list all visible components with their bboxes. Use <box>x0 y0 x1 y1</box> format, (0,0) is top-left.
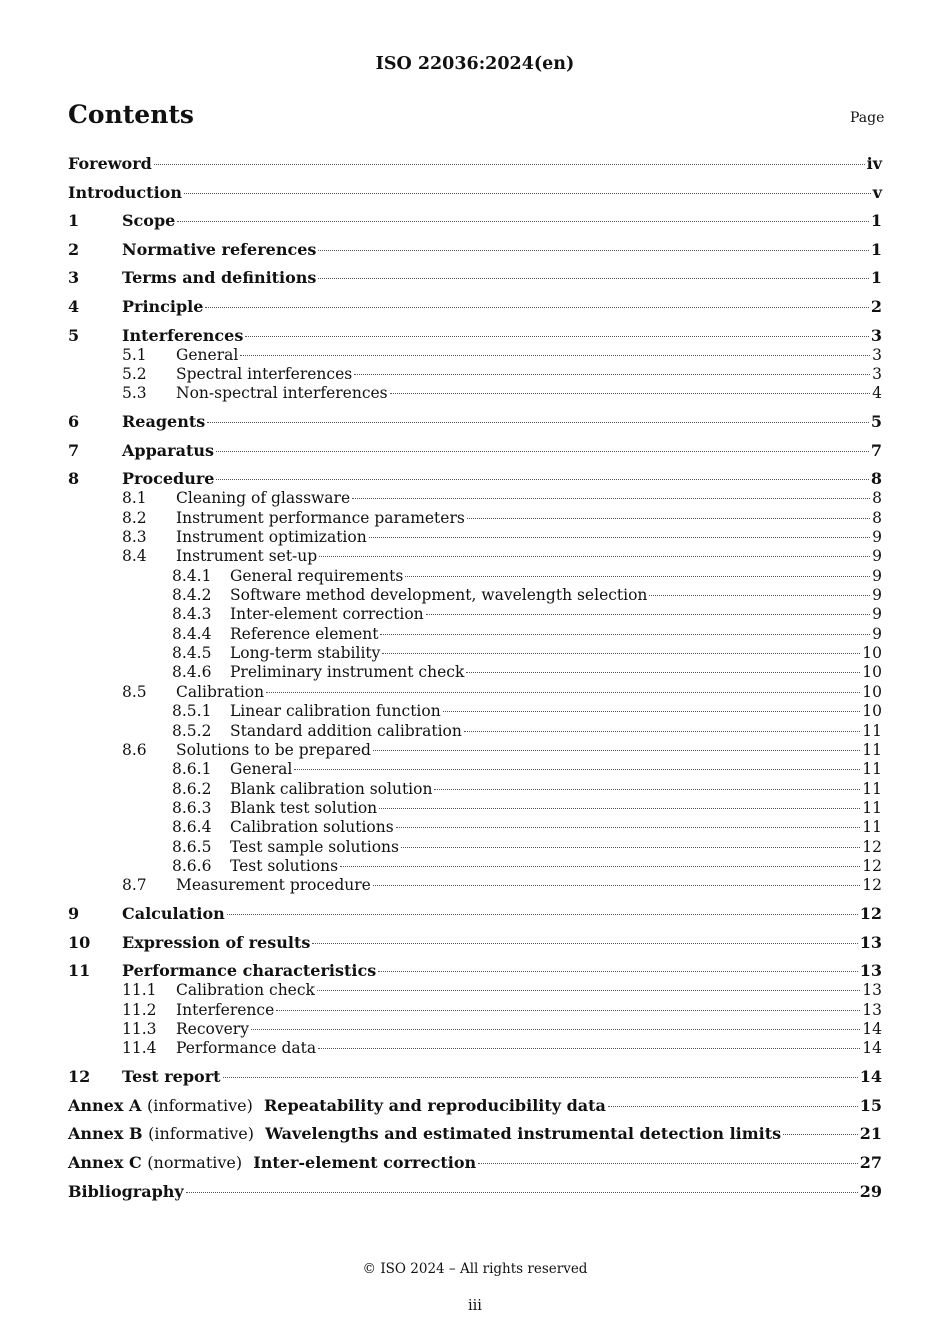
toc-entry-page: 9 <box>872 605 882 623</box>
toc-entry-title-line <box>230 662 882 682</box>
toc-entry-number: 5.3 <box>122 384 147 402</box>
dot-leader <box>378 971 858 972</box>
toc-entry-title: Calibration <box>176 683 265 701</box>
toc-entry-number: 8.5.1 <box>172 702 212 720</box>
toc-entry-page: 8 <box>870 469 882 488</box>
toc-entry-page: 10 <box>862 663 882 681</box>
toc-entry-number: 12 <box>68 1067 91 1086</box>
dot-leader <box>216 479 868 480</box>
toc-entry[interactable] <box>68 1038 882 1058</box>
dot-leader <box>312 943 857 944</box>
toc-entry-page: 9 <box>872 528 882 546</box>
toc-entry-title-line <box>176 508 882 528</box>
toc-entry-title-line <box>230 585 882 605</box>
dot-leader <box>318 250 868 251</box>
toc-entry-number: 8.4.4 <box>172 625 212 643</box>
toc-entry-title-line <box>230 701 882 721</box>
toc-entry-page: 11 <box>862 799 882 817</box>
toc-entry-title: Terms and definitions <box>122 268 317 287</box>
toc-entry-number: 11.3 <box>122 1020 157 1038</box>
toc-entry-page: 3 <box>870 326 882 345</box>
toc-entry-title: Recovery <box>176 1020 249 1038</box>
toc-entry[interactable] <box>68 682 882 702</box>
toc-entry-title-line <box>122 240 882 260</box>
dot-leader <box>390 393 870 394</box>
toc-entry-title-line <box>176 682 882 702</box>
toc-entry-title-line <box>176 546 882 566</box>
dot-leader <box>373 750 860 751</box>
toc-entry[interactable] <box>68 546 882 566</box>
dot-leader <box>380 634 870 635</box>
toc-entry-title: Performance characteristics <box>122 961 377 980</box>
toc-entry-title-line <box>122 326 882 346</box>
toc-entry-title-line <box>176 364 882 384</box>
toc-entry[interactable] <box>68 326 882 346</box>
toc-entry-title: General <box>230 760 293 778</box>
toc-entry-number: 8.6 <box>122 741 147 759</box>
dot-leader <box>426 614 870 615</box>
toc-entry[interactable] <box>68 297 882 317</box>
toc-entry-title-line <box>230 566 882 586</box>
dot-leader <box>318 1048 860 1049</box>
dot-leader <box>184 193 871 194</box>
toc-entry-title-line <box>176 980 882 1000</box>
toc-entry-page: 8 <box>872 489 882 507</box>
toc-entry-page: 12 <box>862 876 882 894</box>
annex-kind: (informative) <box>148 1124 254 1143</box>
toc-entry-number: 8.4.1 <box>172 567 212 585</box>
annex-label: Annex C <box>68 1153 142 1172</box>
dot-leader <box>245 336 869 337</box>
toc-entry-page: 12 <box>859 904 882 923</box>
dot-leader <box>478 1163 858 1164</box>
dot-leader <box>240 355 870 356</box>
toc-entry-title-line <box>122 268 882 288</box>
toc-entry-page: 12 <box>862 838 882 856</box>
toc-entry-page: 10 <box>862 644 882 662</box>
toc-entry-title-line <box>122 297 882 317</box>
toc-entry-title-line <box>122 469 882 489</box>
toc-entry[interactable] <box>68 240 882 260</box>
toc-entry[interactable] <box>68 875 882 895</box>
toc-entry-title-line <box>176 488 882 508</box>
toc-entry-title: Bibliography <box>68 1182 184 1201</box>
toc-entry-page: 10 <box>862 683 882 701</box>
toc-entry-title <box>68 1096 606 1116</box>
toc-entry-title-line <box>122 961 882 981</box>
dot-leader <box>373 885 860 886</box>
toc-entry[interactable] <box>68 268 882 288</box>
toc-entry-number: 11 <box>68 961 91 980</box>
toc-entry-title: Test sample solutions <box>230 838 399 856</box>
dot-leader <box>266 692 860 693</box>
toc-entry-number: 8.1 <box>122 489 147 507</box>
toc-entry[interactable] <box>68 383 882 403</box>
toc-entry-title-line <box>176 527 882 547</box>
toc-entry-title <box>68 1124 781 1144</box>
toc-entry-page: 15 <box>859 1096 882 1115</box>
annex-title: Wavelengths and estimated instrumental detection limits <box>265 1124 782 1143</box>
toc-entry-title: Expression of results <box>122 933 311 952</box>
toc-entry[interactable] <box>68 624 882 644</box>
toc-entry-number: 8.4.3 <box>172 605 212 623</box>
toc-entry-title: Long-term stability <box>230 644 381 662</box>
toc-entry-title: Reagents <box>122 412 206 431</box>
dot-leader <box>186 1192 858 1193</box>
toc-entry[interactable] <box>68 604 882 624</box>
dot-leader <box>608 1106 858 1107</box>
dot-leader <box>443 711 861 712</box>
annex-label: Annex A <box>68 1096 142 1115</box>
toc-entry-title <box>68 1153 476 1173</box>
dot-leader <box>251 1029 860 1030</box>
dot-leader <box>352 498 870 499</box>
toc-entry-number: 8.3 <box>122 528 147 546</box>
toc-entry-title-line <box>68 154 882 174</box>
toc-entry-number: 8.6.5 <box>172 838 212 856</box>
toc-entry-title-line <box>230 604 882 624</box>
dot-leader <box>354 374 870 375</box>
toc-entry-number: 11.2 <box>122 1001 157 1019</box>
toc-entry-number: 8.4.5 <box>172 644 212 662</box>
toc-entry-number: 5.1 <box>122 346 147 364</box>
toc-entry[interactable] <box>68 904 882 924</box>
toc-entry-page: 11 <box>862 760 882 778</box>
toc-entry-number: 8.6.2 <box>172 780 212 798</box>
toc-entry-title-line <box>230 759 882 779</box>
toc-entry[interactable] <box>68 817 882 837</box>
toc-entry-page: 14 <box>859 1067 882 1086</box>
page-column-label: Page <box>850 110 885 126</box>
toc-entry[interactable] <box>68 1096 882 1116</box>
toc-entry-page: 13 <box>859 961 882 980</box>
toc-entry-page: 11 <box>862 722 882 740</box>
toc-entry-number: 2 <box>68 240 80 259</box>
dot-leader <box>783 1134 858 1135</box>
toc-entry-number: 4 <box>68 297 80 316</box>
toc-entry-page: 9 <box>872 625 882 643</box>
toc-entry-page: 1 <box>870 240 882 259</box>
dot-leader <box>466 672 860 673</box>
dot-leader <box>207 422 869 423</box>
toc-entry[interactable] <box>68 643 882 663</box>
toc-entry[interactable] <box>68 345 882 365</box>
toc-entry-title-line <box>230 837 882 857</box>
toc-entry[interactable] <box>68 412 882 432</box>
dot-leader <box>317 990 860 991</box>
toc-entry[interactable] <box>68 933 882 953</box>
toc-entry-number: 11.1 <box>122 981 157 999</box>
toc-entry-title: Instrument optimization <box>176 528 367 546</box>
toc-entry-number: 6 <box>68 412 80 431</box>
toc-entry-title: Non-spectral interferences <box>176 384 388 402</box>
toc-entry-title-line <box>122 441 882 461</box>
toc-entry-page: 5 <box>870 412 882 431</box>
dot-leader <box>464 731 860 732</box>
toc-entry-title: Measurement procedure <box>176 876 371 894</box>
toc-entry[interactable] <box>68 1067 882 1087</box>
toc-entry-number: 11.4 <box>122 1039 157 1057</box>
toc-entry-page: 9 <box>872 586 882 604</box>
toc-entry-title-line <box>122 211 882 231</box>
toc-entry-title-line <box>176 1000 882 1020</box>
toc-entry[interactable] <box>68 1153 882 1173</box>
toc-entry-title: Interferences <box>122 326 244 345</box>
toc-entry[interactable] <box>68 488 882 508</box>
toc-entry[interactable] <box>68 701 882 721</box>
annex-kind: (informative) <box>146 1096 253 1115</box>
toc-entry[interactable] <box>68 508 882 528</box>
toc-entry-page: 1 <box>870 268 882 287</box>
annex-title: Repeatability and reproducibility data <box>263 1096 606 1115</box>
toc-entry-title: Standard addition calibration <box>230 722 462 740</box>
toc-entry-number: 8.5 <box>122 683 147 701</box>
toc-entry[interactable] <box>68 740 882 760</box>
toc-entry[interactable] <box>68 566 882 586</box>
toc-entry-page: 14 <box>862 1020 882 1038</box>
toc-entry-title: Linear calibration function <box>230 702 441 720</box>
toc-entry-title: Test solutions <box>230 857 339 875</box>
toc-entry-title-line <box>230 643 882 663</box>
toc-entry[interactable] <box>68 662 882 682</box>
toc-entry-title-line <box>176 383 882 403</box>
toc-entry-page: 3 <box>872 346 882 364</box>
toc-entry-title-line <box>230 856 882 876</box>
toc-entry-number: 3 <box>68 268 80 287</box>
toc-entry-page: 11 <box>862 780 882 798</box>
document-id: ISO 22036:2024(en) <box>375 54 575 74</box>
toc-entry[interactable] <box>68 798 882 818</box>
toc-entry-title: Test report <box>122 1067 221 1086</box>
toc-entry-number: 8.6.4 <box>172 818 212 836</box>
dot-leader <box>154 164 865 165</box>
toc-entry-title: Preliminary instrument check <box>230 663 465 681</box>
toc-entry-number: 8.4 <box>122 547 147 565</box>
toc-entry-title-line <box>122 904 882 924</box>
toc-entry-title-line <box>176 740 882 760</box>
toc-entry-title: Apparatus <box>122 441 214 460</box>
toc-entry-title: Procedure <box>122 469 215 488</box>
toc-entry-title: Reference element <box>230 625 379 643</box>
dot-leader <box>294 769 860 770</box>
toc-entry[interactable] <box>68 1000 882 1020</box>
toc-entry-title: General requirements <box>230 567 404 585</box>
toc-entry-title-line <box>176 1019 882 1039</box>
toc-entry-page: 9 <box>872 567 882 585</box>
dot-leader <box>434 789 860 790</box>
toc-entry-title-line <box>230 817 882 837</box>
annex-title: Inter-element correction <box>253 1153 477 1172</box>
toc-entry-page: 10 <box>862 702 882 720</box>
toc-entry-title-line <box>68 1182 882 1202</box>
toc-entry-number: 10 <box>68 933 91 952</box>
toc-entry-number: 8.6.6 <box>172 857 212 875</box>
toc-entry-title: Cleaning of glassware <box>176 489 351 507</box>
toc-entry-title-line <box>68 183 882 203</box>
toc-entry-title-line <box>68 1153 882 1173</box>
toc-entry-page: 11 <box>862 818 882 836</box>
toc-entry-title-line <box>230 779 882 799</box>
toc-entry-page: 11 <box>862 741 882 759</box>
dot-leader <box>340 866 860 867</box>
toc-entry-page: 13 <box>862 1001 882 1019</box>
toc-entry-title-line <box>122 1067 882 1087</box>
toc-entry-page: 21 <box>859 1124 882 1143</box>
toc-entry[interactable] <box>68 779 882 799</box>
toc-entry-page: iv <box>866 154 882 173</box>
toc-entry-page: 29 <box>859 1182 882 1201</box>
toc-entry-title-line <box>176 1038 882 1058</box>
dot-leader <box>205 307 868 308</box>
toc-entry-title: Blank calibration solution <box>230 780 433 798</box>
toc-entry-page: 27 <box>859 1153 882 1172</box>
dot-leader <box>369 537 870 538</box>
toc-entry-title: Instrument set-up <box>176 547 318 565</box>
toc-entry-number: 8.6.3 <box>172 799 212 817</box>
dot-leader <box>405 576 870 577</box>
toc-entry-title: Solutions to be prepared <box>176 741 371 759</box>
toc-entry[interactable] <box>68 441 882 461</box>
dot-leader <box>319 556 870 557</box>
annex-label: Annex B <box>68 1124 143 1143</box>
toc-entry[interactable] <box>68 837 882 857</box>
toc-entry-page: v <box>872 183 882 202</box>
toc-entry-page: 12 <box>862 857 882 875</box>
dot-leader <box>276 1010 860 1011</box>
toc-entry-page: 8 <box>872 509 882 527</box>
toc-entry[interactable] <box>68 856 882 876</box>
toc-entry-page: 3 <box>872 365 882 383</box>
copyright-footer: © ISO 2024 – All rights reserved <box>362 1261 588 1277</box>
toc-entry-title: Calibration solutions <box>230 818 394 836</box>
toc-entry-page: 14 <box>862 1039 882 1057</box>
dot-leader <box>227 914 858 915</box>
toc-entry-number: 8.2 <box>122 509 147 527</box>
toc-entry-title-line <box>122 933 882 953</box>
toc-entry-title: Normative references <box>122 240 317 259</box>
toc-entry-title: Inter-element correction <box>230 605 424 623</box>
dot-leader <box>318 278 868 279</box>
toc-entry-page: 13 <box>859 933 882 952</box>
dot-leader <box>379 808 860 809</box>
toc-entry[interactable] <box>68 721 882 741</box>
dot-leader <box>401 847 860 848</box>
toc-entry-title-line <box>68 1096 882 1116</box>
toc-entry-title: Principle <box>122 297 204 316</box>
dot-leader <box>382 653 860 654</box>
toc-entry-title: Performance data <box>176 1039 317 1057</box>
toc-entry[interactable] <box>68 585 882 605</box>
toc-entry-page: 7 <box>870 441 882 460</box>
toc-entry-title: Instrument performance parameters <box>176 509 465 527</box>
toc-entry-number: 5.2 <box>122 365 147 383</box>
dot-leader <box>177 221 869 222</box>
toc-entry[interactable] <box>68 211 882 231</box>
toc-entry-number: 9 <box>68 904 80 923</box>
dot-leader <box>649 595 870 596</box>
toc-entry[interactable] <box>68 980 882 1000</box>
toc-entry-title-line <box>68 1124 882 1144</box>
toc-entry[interactable] <box>68 364 882 384</box>
toc-entry[interactable] <box>68 154 882 174</box>
toc-entry[interactable] <box>68 1124 882 1144</box>
page-number: iii <box>468 1298 482 1314</box>
toc-entry-title: Introduction <box>68 183 182 202</box>
toc-entry-title: Scope <box>122 211 176 230</box>
toc-entry-title: Software method development, wavelength selection <box>230 586 648 604</box>
toc-entry[interactable] <box>68 1182 882 1202</box>
toc-entry-number: 8.4.6 <box>172 663 212 681</box>
toc-entry-title-line <box>176 345 882 365</box>
toc-entry-title-line <box>230 624 882 644</box>
dot-leader <box>216 451 869 452</box>
toc-entry-title-line <box>176 875 882 895</box>
toc-entry-page: 9 <box>872 547 882 565</box>
toc-entry[interactable] <box>68 527 882 547</box>
toc-entry[interactable] <box>68 469 882 489</box>
toc-entry-number: 7 <box>68 441 80 460</box>
toc-entry-title: Calculation <box>122 904 225 923</box>
toc-entry-title-line <box>230 721 882 741</box>
toc-entry-title: Spectral interferences <box>176 365 353 383</box>
toc-entry-number: 8.4.2 <box>172 586 212 604</box>
toc-entry-number: 8 <box>68 469 80 488</box>
contents-title: Contents <box>68 100 195 129</box>
dot-leader <box>396 827 861 828</box>
toc-entry-title-line <box>122 412 882 432</box>
toc-entry-title: Calibration check <box>176 981 315 999</box>
annex-kind: (normative) <box>147 1153 243 1172</box>
toc-entry-title: General <box>176 346 239 364</box>
toc-entry[interactable] <box>68 961 882 981</box>
toc-entry-number: 1 <box>68 211 80 230</box>
toc-entry-number: 8.6.1 <box>172 760 212 778</box>
dot-leader <box>467 518 870 519</box>
toc-entry[interactable] <box>68 759 882 779</box>
toc-entry[interactable] <box>68 183 882 203</box>
toc-entry-page: 4 <box>872 384 882 402</box>
toc-entry-page: 1 <box>870 211 882 230</box>
toc-entry-number: 5 <box>68 326 80 345</box>
toc-entry-title: Blank test solution <box>230 799 378 817</box>
toc-entry-title: Foreword <box>68 154 152 173</box>
dot-leader <box>223 1077 858 1078</box>
toc-entry-title: Interference <box>176 1001 275 1019</box>
toc-entry[interactable] <box>68 1019 882 1039</box>
toc-entry-number: 8.5.2 <box>172 722 212 740</box>
toc-entry-title-line <box>230 798 882 818</box>
toc-entry-page: 13 <box>862 981 882 999</box>
toc-entry-page: 2 <box>870 297 882 316</box>
toc-entry-number: 8.7 <box>122 876 147 894</box>
